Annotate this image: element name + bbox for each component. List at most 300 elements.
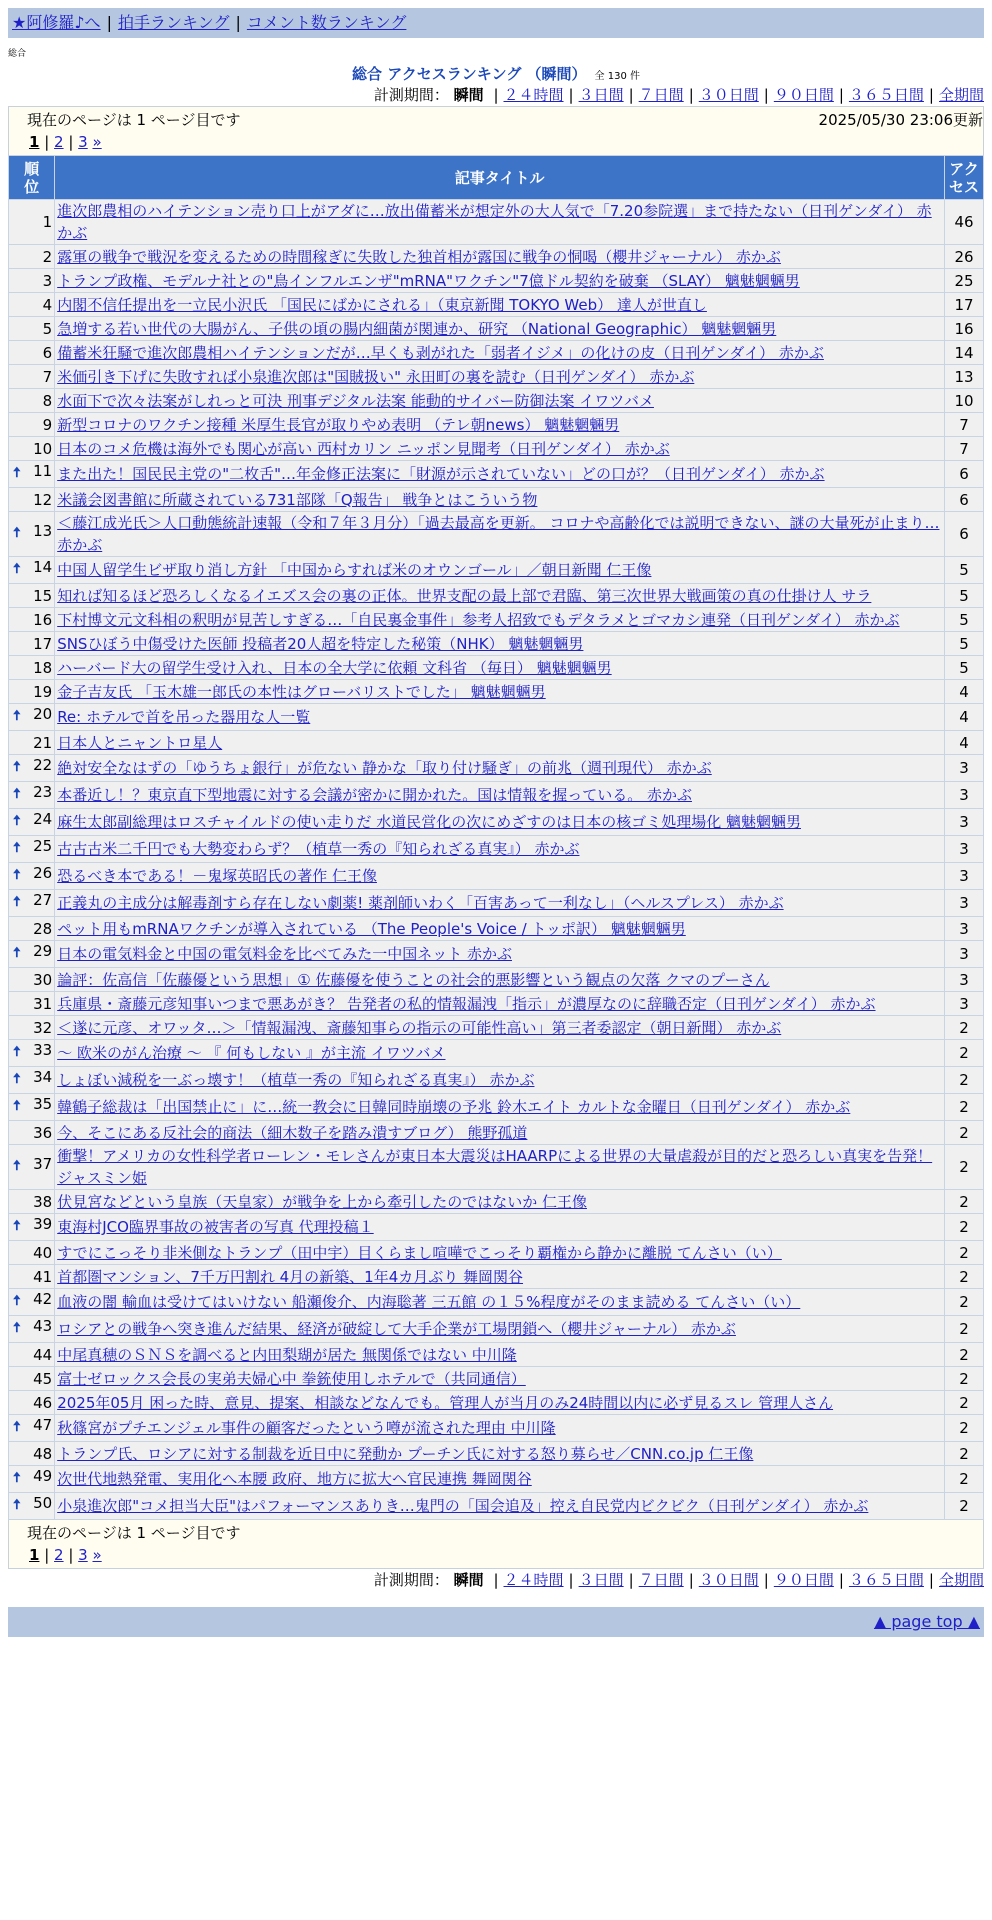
rank-number: 28 xyxy=(33,919,53,938)
period-link[interactable]: ７日間 xyxy=(638,1571,684,1589)
rank-number: 38 xyxy=(33,1192,53,1211)
title-cell xyxy=(55,512,945,557)
rank-number: 6 xyxy=(42,343,53,362)
rank-up-arrow-icon: 🠅 xyxy=(13,840,21,856)
access-count: 2 xyxy=(945,1214,984,1241)
access-count: 4 xyxy=(945,680,984,704)
page-link[interactable]: 3 xyxy=(78,133,88,151)
table-row xyxy=(9,704,984,731)
rank-up-arrow-icon: 🠅 xyxy=(13,1497,21,1513)
rank-cell xyxy=(9,1016,55,1040)
access-count: 10 xyxy=(945,389,984,413)
col-header-title: 記事タイトル xyxy=(55,156,945,200)
title-cell xyxy=(55,863,945,890)
access-count: 7 xyxy=(945,413,984,437)
rank-cell xyxy=(9,1067,55,1094)
rank-cell xyxy=(9,968,55,992)
access-count: 2 xyxy=(945,1343,984,1367)
rank-cell xyxy=(9,341,55,365)
table-row xyxy=(9,437,984,461)
period-label: 計測期間： xyxy=(373,86,449,104)
ranking-table xyxy=(8,155,984,1520)
access-count: 2 xyxy=(945,1265,984,1289)
title-cell xyxy=(55,782,945,809)
article-title-link[interactable]: 金子吉友氏 「玉木雄一郎氏の本性はグローバリストでした」 魑魅魍魎男 xyxy=(57,682,546,701)
article-title-link[interactable]: 伏見宮などという皇族（天皇家）が戦争を上から牽引したのではないか 仁王像 xyxy=(57,1192,587,1211)
page-link: 1 xyxy=(29,133,40,151)
article-title-link[interactable]: 水面下で次々法案がしれっと可決 刑事デジタル法案 能動的サイバー防御法案 イワツバメ xyxy=(57,391,654,410)
article-title-link[interactable]: 衝撃！アメリカの女性科学者ローレン・モレさんが東日本大震災はHAARPによる世界の大量虐殺が目的だと恐ろしい真実を告発！ ジャスミン姫 xyxy=(57,1147,933,1187)
access-count: 14 xyxy=(945,341,984,365)
rank-up-arrow-icon: 🠅 xyxy=(13,1419,21,1435)
ranking-rows xyxy=(9,200,984,1520)
title-cell xyxy=(55,584,945,608)
title-cell xyxy=(55,968,945,992)
access-count: 6 xyxy=(945,488,984,512)
article-title-link[interactable]: また出た！国民民主党の"二枚舌"…年金修正法案に「財源が示されていない」どの口が？（日刊ゲンダイ） 赤かぶ xyxy=(57,465,825,483)
article-title-link[interactable]: 2025年05月 困った時、意見、提案、相談などなんでも。管理人が当月のみ24時間以内に必ず見るスレ 管理人さん xyxy=(57,1393,834,1412)
table-row xyxy=(9,782,984,809)
article-title-link[interactable]: しょぼい減税を一ぶっ壊す！（植草一秀の『知られざる真実』） 赤かぶ xyxy=(57,1071,535,1089)
access-count: 25 xyxy=(945,269,984,293)
title-cell xyxy=(55,341,945,365)
table-row xyxy=(9,1214,984,1241)
rank-number: 9 xyxy=(42,415,53,434)
access-count: 6 xyxy=(945,512,984,557)
access-count: 3 xyxy=(945,941,984,968)
period-separator: | xyxy=(763,1571,769,1589)
rank-number: 5 xyxy=(42,319,53,338)
rank-number: 40 xyxy=(33,1243,53,1262)
article-title-link[interactable]: 進次郎農相のハイテンション売り口上がアダに…放出備蓄米が想定外の大人気で「7.20参院選」まで持たない（日刊ゲンダイ） 赤かぶ xyxy=(57,202,932,242)
access-count: 2 xyxy=(945,1040,984,1067)
title-cell xyxy=(55,836,945,863)
rank-up-arrow-icon: 🠅 xyxy=(13,1218,21,1234)
period-link[interactable]: ９０日間 xyxy=(773,86,834,104)
rank-number: 16 xyxy=(33,610,53,629)
period-link[interactable]: 全期間 xyxy=(938,86,984,104)
rank-up-arrow-icon: 🠅 xyxy=(13,708,21,724)
access-count: 2 xyxy=(945,1289,984,1316)
article-title-link[interactable]: 中国人留学生ビザ取り消し方針 「中国からすれば米のオウンゴール」／朝日新聞 仁王像 xyxy=(57,561,652,579)
rank-cell xyxy=(9,863,55,890)
table-row xyxy=(9,341,984,365)
period-links xyxy=(488,1571,984,1589)
access-count: 3 xyxy=(945,836,984,863)
period-link[interactable]: ３０日間 xyxy=(698,86,759,104)
table-row xyxy=(9,1040,984,1067)
title-cell xyxy=(55,1016,945,1040)
article-title-link[interactable]: 血液の闇 輸血は受けてはいけない 船瀬俊介、内海聡著 三五館 の１５%程度がそのまま読める てんさい（い） xyxy=(57,1293,801,1311)
table-row xyxy=(9,461,984,488)
access-count: 7 xyxy=(945,437,984,461)
period-link[interactable]: ２４時間 xyxy=(503,86,564,104)
period-link[interactable]: ７日間 xyxy=(638,86,684,104)
rank-cell xyxy=(9,1214,55,1241)
rank-up-arrow-icon: 🠅 xyxy=(13,561,21,577)
rank-number: 19 xyxy=(33,682,53,701)
access-count: 2 xyxy=(945,1415,984,1442)
rank-number: 21 xyxy=(33,733,53,752)
table-row xyxy=(9,1190,984,1214)
rank-number: 8 xyxy=(42,391,53,410)
article-title-link[interactable]: ハーバード大の留学生受け入れ、日本の全大学に依頼 文科省 （毎日） 魑魅魍魎男 xyxy=(57,658,612,677)
rank-number: 48 xyxy=(33,1444,53,1463)
rank-up-arrow-icon: 🠅 xyxy=(13,1044,21,1060)
article-title-link[interactable]: 日本の電気料金と中国の電気料金を比べてみた一中国ネット 赤かぶ xyxy=(57,945,512,963)
table-row xyxy=(9,365,984,389)
title-cell xyxy=(55,1415,945,1442)
article-title-link[interactable]: 急増する若い世代の大腸がん、子供の頃の腸内細菌が関連か、研究 （National Geographic） 魑魅魍魎男 xyxy=(57,319,777,338)
rank-cell xyxy=(9,365,55,389)
article-title-link[interactable]: 知れば知るほど恐ろしくなるイエズス会の裏の正体。世界支配の最上部で君臨、第三次世界大戦画策の真の仕掛け人 サラ xyxy=(57,586,872,605)
pagination-bottom xyxy=(9,1544,983,1566)
article-title-link[interactable]: トランプ政権、モデルナ社との"鳥インフルエンザ"mRNA"ワクチン"7億ドル契約を破棄 （SLAY） 魑魅魍魎男 xyxy=(57,271,800,290)
access-count: 5 xyxy=(945,656,984,680)
page-info-top xyxy=(8,106,984,155)
access-count: 4 xyxy=(945,704,984,731)
rank-cell xyxy=(9,1466,55,1493)
rank-cell xyxy=(9,1040,55,1067)
access-count: 17 xyxy=(945,293,984,317)
article-title-link[interactable]: ＜藤江成光氏＞人口動態統計速報（令和７年３月分）「過去最高を更新。 コロナや高齢化では説明できない、謎の大量死が止まり… 赤かぶ xyxy=(57,514,940,554)
period-link[interactable]: ３０日間 xyxy=(698,1571,759,1589)
table-row xyxy=(9,755,984,782)
access-count: 5 xyxy=(945,557,984,584)
table-row xyxy=(9,1466,984,1493)
article-title-link[interactable]: 正義丸の主成分は解毒剤すら存在しない劇薬! 薬剤師いわく「百害あって一利なし」（ヘルスプレス） 赤かぶ xyxy=(57,894,784,912)
period-link[interactable]: 全期間 xyxy=(938,1571,984,1589)
title-cell xyxy=(55,1040,945,1067)
article-title-link[interactable]: 首都圏マンション、7千万円割れ 4月の新築、1年4カ月ぶり 舞岡関谷 xyxy=(57,1267,524,1286)
table-row xyxy=(9,1316,984,1343)
rank-cell xyxy=(9,488,55,512)
rank-number: 34 xyxy=(33,1068,53,1086)
next-page-link[interactable]: » xyxy=(92,133,102,151)
access-count: 2 xyxy=(945,1316,984,1343)
article-title-link[interactable]: 麻生太郎副総理はロスチャイルドの使い走りだ 水道民営化の次にめざすのは日本の核ゴミ処理場化 魑魅魍魎男 xyxy=(57,813,801,831)
rank-cell xyxy=(9,245,55,269)
page-info-bottom xyxy=(8,1520,984,1569)
rank-number: 27 xyxy=(33,891,53,909)
table-row xyxy=(9,992,984,1016)
period-label: 計測期間： xyxy=(373,1571,449,1589)
rank-cell xyxy=(9,1391,55,1415)
page-link[interactable]: 2 xyxy=(54,1546,64,1564)
rank-number: 15 xyxy=(33,586,53,605)
table-row xyxy=(9,968,984,992)
rank-cell xyxy=(9,461,55,488)
rank-cell xyxy=(9,755,55,782)
page-top-link[interactable]: ▲ page top ▲ xyxy=(873,1612,980,1631)
table-row xyxy=(9,269,984,293)
title-cell xyxy=(55,1391,945,1415)
rank-cell xyxy=(9,389,55,413)
top-nav-bar xyxy=(8,8,984,38)
next-page-link[interactable]: » xyxy=(92,1546,102,1564)
article-title-link[interactable]: 古古古米二千円でも大勢変わらず？（植草一秀の『知られざる真実』） 赤かぶ xyxy=(57,840,580,858)
page-link[interactable]: 2 xyxy=(54,133,64,151)
rank-number: 37 xyxy=(33,1155,53,1173)
access-count: 3 xyxy=(945,992,984,1016)
table-row xyxy=(9,584,984,608)
table-row xyxy=(9,488,984,512)
period-separator: | xyxy=(688,1571,694,1589)
title-cell xyxy=(55,1121,945,1145)
rank-cell xyxy=(9,200,55,245)
rank-cell xyxy=(9,413,55,437)
period-link[interactable]: ９０日間 xyxy=(773,1571,834,1589)
article-title-link[interactable]: 東海村JCO臨界事故の被害者の写真 代理投稿１ xyxy=(57,1218,374,1236)
access-count: 2 xyxy=(945,1067,984,1094)
rank-cell xyxy=(9,557,55,584)
title-cell xyxy=(55,1442,945,1466)
article-title-link[interactable]: 秋篠宮がプチエンジェル事件の顧客だったという噂が流された理由 中川隆 xyxy=(57,1419,556,1437)
access-count: 3 xyxy=(945,782,984,809)
rank-up-arrow-icon: 🠅 xyxy=(13,1098,21,1114)
article-title-link[interactable]: 富士ゼロックス会長の実弟夫婦心中 拳銃使用しホテルで（共同通信） xyxy=(57,1369,526,1388)
table-row xyxy=(9,1241,984,1265)
article-title-link[interactable]: 露軍の戦争で戦況を変えるための時間稼ぎに失敗した独首相が露国に戦争の恫喝（櫻井ジャーナル） 赤かぶ xyxy=(57,247,781,266)
table-row xyxy=(9,917,984,941)
title-cell xyxy=(55,389,945,413)
rank-cell xyxy=(9,917,55,941)
rank-number: 14 xyxy=(33,558,53,576)
rank-number: 35 xyxy=(33,1095,53,1113)
page-separator: | xyxy=(63,133,79,151)
rank-number: 33 xyxy=(33,1041,53,1059)
period-current: 瞬間 xyxy=(453,1571,484,1589)
access-count: 2 xyxy=(945,1391,984,1415)
article-title-link[interactable]: 米議会図書館に所蔵されている731部隊「Q報告」 戦争とはこういう物 xyxy=(57,490,538,509)
title-cell xyxy=(55,704,945,731)
title-cell xyxy=(55,1241,945,1265)
rank-cell xyxy=(9,1094,55,1121)
page-link: 1 xyxy=(29,1546,40,1564)
article-title-link[interactable]: Re: ホテルで首を吊った器用な人一覧 xyxy=(57,708,311,726)
article-title-link[interactable]: ロシアとの戦争へ突き進んだ結果、経済が破綻して大手企業が工場閉鎖へ（櫻井ジャーナル） 赤かぶ xyxy=(57,1320,736,1338)
rank-up-arrow-icon: 🠅 xyxy=(13,1158,21,1174)
rank-up-arrow-icon: 🠅 xyxy=(13,1320,21,1336)
access-count: 13 xyxy=(945,365,984,389)
rank-up-arrow-icon: 🠅 xyxy=(13,867,21,883)
article-title-link[interactable]: SNSひぼう中傷受けた医師 投稿者20人超を特定した秘策（NHK） 魑魅魍魎男 xyxy=(57,634,584,653)
rank-number: 32 xyxy=(33,1018,53,1037)
table-row xyxy=(9,1145,984,1190)
article-title-link[interactable]: 恐るべき本である！－鬼塚英昭氏の著作 仁王像 xyxy=(57,867,377,885)
col-header-access: アクセス xyxy=(945,156,984,200)
rank-up-arrow-icon: 🠅 xyxy=(13,945,21,961)
rank-up-arrow-icon: 🠅 xyxy=(13,786,21,802)
article-title-link[interactable]: 備蓄米狂騒で進次郎農相ハイテンションだが…早くも剥がれた「弱者イジメ」の化けの皮（日刊ゲンダイ） 赤かぶ xyxy=(57,343,824,362)
title-cell xyxy=(55,917,945,941)
title-cell xyxy=(55,1067,945,1094)
period-separator: | xyxy=(568,86,574,104)
article-title-link[interactable]: 小泉進次郎"コメ担当大臣"はパフォーマンスありき…鬼門の「国会追及」控え自民党内ビクビク（日刊ゲンダイ） 赤かぶ xyxy=(57,1497,869,1515)
article-title-link[interactable]: 内閣不信任提出を一立民小沢氏 「国民にばかにされる」（東京新聞 TOKYO Web） 達人が世直し xyxy=(57,295,707,314)
period-separator: | xyxy=(493,1571,499,1589)
article-title-link[interactable]: 下村博文元文科相の釈明が見苦しすぎる…「自民裏金事件」参考人招致でもデタラメとゴマカシ連発（日刊ゲンダイ） 赤かぶ xyxy=(57,610,900,629)
article-title-link[interactable]: 論評：佐高信「佐藤優という思想」① 佐藤優を使うことの社会的悪影響という観点の欠落 クマのプーさん xyxy=(57,970,770,989)
access-count: 2 xyxy=(945,1016,984,1040)
rank-number: 39 xyxy=(33,1215,53,1233)
title-cell xyxy=(55,1466,945,1493)
title-cell xyxy=(55,755,945,782)
title-cell xyxy=(55,1190,945,1214)
title-cell xyxy=(55,269,945,293)
table-row xyxy=(9,1415,984,1442)
table-row xyxy=(9,863,984,890)
access-count: 3 xyxy=(945,809,984,836)
clap-ranking-link[interactable]: 拍手ランキング xyxy=(117,13,230,32)
article-title-link[interactable]: 新型コロナのワクチン接種 米厚生長官が取りやめ表明 （テレ朝news） 魑魅魍魎男 xyxy=(57,415,620,434)
rank-number: 47 xyxy=(33,1416,53,1434)
page-link[interactable]: 3 xyxy=(78,1546,88,1564)
rank-number: 17 xyxy=(33,634,53,653)
title-cell xyxy=(55,809,945,836)
title-cell xyxy=(55,317,945,341)
rank-cell xyxy=(9,584,55,608)
table-row xyxy=(9,245,984,269)
article-title-link[interactable]: 今、そこにある反社会的商法（細木数子を踏み潰すブログ） 熊野孤道 xyxy=(57,1123,528,1142)
access-count: 2 xyxy=(945,1241,984,1265)
table-row xyxy=(9,1367,984,1391)
access-count: 2 xyxy=(945,1493,984,1520)
rank-cell xyxy=(9,680,55,704)
table-row xyxy=(9,1343,984,1367)
rank-up-arrow-icon: 🠅 xyxy=(13,465,21,481)
rank-cell xyxy=(9,1190,55,1214)
table-row xyxy=(9,1067,984,1094)
title-cell xyxy=(55,1145,945,1190)
article-title-link[interactable]: ～ 欧米のがん治療 ～ 『 何もしない 』が主流 イワツバメ xyxy=(57,1044,446,1062)
table-row xyxy=(9,317,984,341)
rank-cell xyxy=(9,731,55,755)
rank-number: 2 xyxy=(42,247,53,266)
table-row xyxy=(9,1016,984,1040)
rank-cell xyxy=(9,890,55,917)
access-count: 5 xyxy=(945,608,984,632)
home-link[interactable]: ★阿修羅♪へ xyxy=(12,13,101,32)
rank-cell xyxy=(9,512,55,557)
table-row xyxy=(9,1121,984,1145)
rank-cell xyxy=(9,608,55,632)
rank-up-arrow-icon: 🠅 xyxy=(13,1470,21,1486)
rank-cell xyxy=(9,809,55,836)
pagination-top xyxy=(9,131,983,153)
article-title-link[interactable]: 次世代地熱発電、実用化へ本腰 政府、地方に拡大へ官民連携 舞岡関谷 xyxy=(57,1470,532,1488)
rank-up-arrow-icon: 🠅 xyxy=(13,1071,21,1087)
article-title-link[interactable]: 中尾真穂のＳＮＳを調べると内田梨瑚が居た 無関係ではない 中川隆 xyxy=(57,1345,517,1364)
page-separator: | xyxy=(63,1546,79,1564)
period-link[interactable]: ３６５日間 xyxy=(848,1571,924,1589)
rank-number: 22 xyxy=(33,756,53,774)
col-header-rank: 順位 xyxy=(9,156,55,200)
article-title-link[interactable]: 米価引き下げに失敗すれば小泉進次郎は"国賊扱い" 永田町の裏を読む（日刊ゲンダイ） 赤かぶ xyxy=(57,367,695,386)
table-row xyxy=(9,1442,984,1466)
title-cell xyxy=(55,656,945,680)
article-title-link[interactable]: トランプ氏、ロシアに対する制裁を近日中に発動か プーチン氏に対する怒り募らせ／CNN.co.jp 仁王像 xyxy=(57,1444,754,1463)
table-row xyxy=(9,731,984,755)
rank-cell xyxy=(9,1493,55,1520)
rank-number: 24 xyxy=(33,810,53,828)
page-separator: | xyxy=(39,133,55,151)
rank-number: 25 xyxy=(33,837,53,855)
table-row xyxy=(9,1493,984,1520)
article-title-link[interactable]: ＜遂に元彦、オワッタ…＞「情報漏洩、斎藤知事らの指示の可能性高い」第三者委認定（朝日新聞） 赤かぶ xyxy=(57,1018,782,1037)
access-count: 6 xyxy=(945,461,984,488)
nav-separator: | xyxy=(235,13,241,32)
rank-number: 7 xyxy=(42,367,53,386)
rank-cell xyxy=(9,1367,55,1391)
table-row xyxy=(9,1289,984,1316)
ranking-title: 総合 アクセスランキング （瞬間） xyxy=(352,65,587,83)
rank-up-arrow-icon: 🠅 xyxy=(13,1293,21,1309)
title-cell xyxy=(55,1367,945,1391)
rank-cell xyxy=(9,1343,55,1367)
rank-number: 26 xyxy=(33,864,53,882)
title-cell xyxy=(55,731,945,755)
article-title-link[interactable]: 絶対安全なはずの「ゆうちょ銀行」が危ない 静かな「取り付け騒ぎ」の前兆（週刊現代） 赤かぶ xyxy=(57,759,712,777)
rank-cell xyxy=(9,1145,55,1190)
rank-number: 3 xyxy=(42,271,53,290)
rank-cell xyxy=(9,1265,55,1289)
article-title-link[interactable]: ペット用もmRNAワクチンが導入されている （The People's Voice / トッポ訳） 魑魅魍魎男 xyxy=(57,919,686,938)
table-row xyxy=(9,809,984,836)
current-page-text: 現在のページは 1 ページ目です xyxy=(27,1524,241,1542)
access-count: 2 xyxy=(945,1190,984,1214)
table-row xyxy=(9,200,984,245)
period-separator: | xyxy=(838,86,844,104)
access-count: 46 xyxy=(945,200,984,245)
table-row xyxy=(9,1391,984,1415)
rank-cell xyxy=(9,437,55,461)
access-count: 3 xyxy=(945,863,984,890)
title-cell xyxy=(55,1289,945,1316)
access-count: 3 xyxy=(945,890,984,917)
period-current: 瞬間 xyxy=(453,86,484,104)
rank-cell xyxy=(9,317,55,341)
rank-number: 10 xyxy=(33,439,53,458)
rank-cell xyxy=(9,782,55,809)
article-title-link[interactable]: 日本人とニャントロ星人 xyxy=(57,733,223,752)
table-row xyxy=(9,608,984,632)
article-title-link[interactable]: 兵庫県・斎藤元彦知事いつまで悪あがき？ 告発者の私的情報漏洩「指示」が濃厚なのに辞職否定（日刊ゲンダイ） 赤かぶ xyxy=(57,994,876,1013)
title-cell xyxy=(55,680,945,704)
rank-number: 12 xyxy=(33,490,53,509)
article-title-link[interactable]: すでにこっそり非米側なトランプ（田中宇）目くらまし喧嘩でこっそり覇権から静かに離脱 てんさい（い） xyxy=(57,1243,782,1262)
rank-number: 45 xyxy=(33,1369,53,1388)
access-count: 2 xyxy=(945,1442,984,1466)
period-link[interactable]: ３６５日間 xyxy=(848,86,924,104)
rank-number: 44 xyxy=(33,1345,53,1364)
comment-ranking-link[interactable]: コメント数ランキング xyxy=(246,13,407,32)
title-cell xyxy=(55,1265,945,1289)
rank-number: 18 xyxy=(33,658,53,677)
period-link[interactable]: ３日間 xyxy=(578,1571,624,1589)
footer-bar xyxy=(8,1607,984,1637)
article-title-link[interactable]: 韓鶴子総裁は「出国禁止に」に…統一教会に日韓同時崩壊の予兆 鈴木エイト カルトな金曜日（日刊ゲンダイ） 赤かぶ xyxy=(57,1098,851,1116)
rank-cell xyxy=(9,269,55,293)
period-separator: | xyxy=(928,86,934,104)
period-link[interactable]: ２４時間 xyxy=(503,1571,564,1589)
period-separator: | xyxy=(628,86,634,104)
rank-number: 42 xyxy=(33,1290,53,1308)
article-title-link[interactable]: 本番近し！？東京直下型地震に対する会議が密かに開かれた。国は情報を握っている。 赤かぶ xyxy=(57,786,692,804)
article-title-link[interactable]: 日本のコメ危機は海外でも関心が高い 西村カリン ニッポン見聞考（日刊ゲンダイ） 赤かぶ xyxy=(57,439,670,458)
current-page-text: 現在のページは 1 ページ目です xyxy=(27,111,241,129)
period-link[interactable]: ３日間 xyxy=(578,86,624,104)
